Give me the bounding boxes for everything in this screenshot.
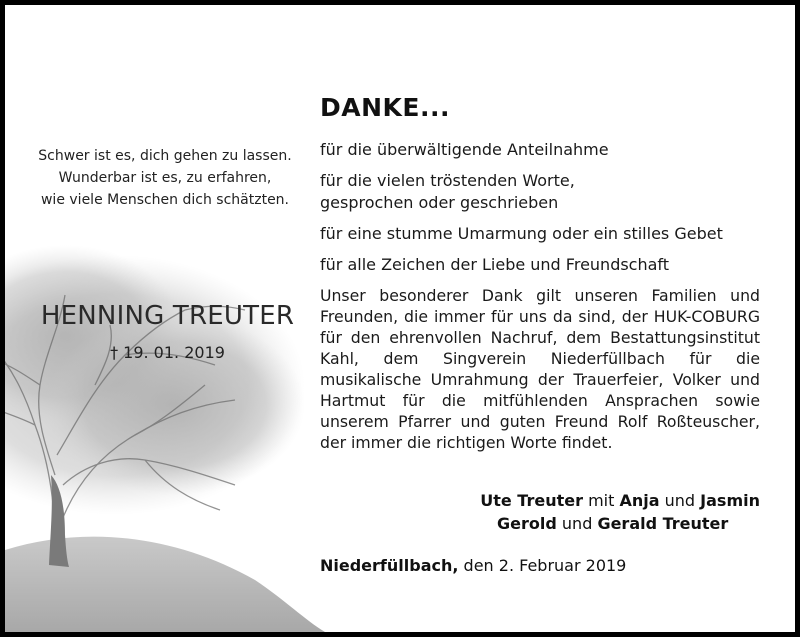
thanks-line-part: für die vielen tröstenden Worte, (320, 171, 575, 190)
signer-name: Anja (619, 491, 660, 510)
connector: und (664, 491, 696, 510)
signer-name: Ute Treuter (480, 491, 583, 510)
signer-name: Gerold (497, 514, 557, 533)
page-title: DANKE... (320, 93, 450, 122)
signature-line (320, 512, 760, 535)
thanks-line: für eine stumme Umarmung oder ein stilles Gebet (320, 224, 723, 243)
signer-name: Jasmin (700, 491, 760, 510)
quote-line: wie viele Menschen dich schätzten. (40, 192, 289, 208)
connector: mit (588, 491, 615, 510)
signature (320, 489, 760, 535)
quote-line: Schwer ist es, dich gehen zu lassen. (38, 148, 292, 164)
signature-line (320, 489, 760, 512)
thanks-line-part: gesprochen oder geschrieben (320, 193, 559, 212)
letter-date: den 2. Februar 2019 (463, 556, 627, 575)
thanks-paragraph: Unser besonderer Dank gilt unseren Familien und Freunden, die immer für uns da sind, der HUK-COBURG für den ehrenvollen Nachruf, dem Bestattungsinstitut Kahl, dem Singverein Niederfüllbach für die musikalische Umrahmung der Trauerfeier, Volker und Hartmut für die mitfühlenden Ansprachen sowie unserem Pfarrer und guten Freund Rolf Roßteuscher, der immer die richtigen Worte findet. (320, 286, 760, 452)
place-date (320, 556, 626, 575)
obituary-card (5, 5, 795, 632)
quote-line: Wunderbar ist es, zu erfahren, (58, 170, 272, 186)
death-date: † 19. 01. 2019 (110, 343, 225, 362)
quote (25, 145, 305, 211)
thanks-section (320, 93, 760, 453)
place-name: Niederfüllbach, (320, 556, 459, 575)
signer-name: Gerald Treuter (597, 514, 729, 533)
thanks-line: für alle Zeichen der Liebe und Freundschaft (320, 255, 670, 274)
deceased-name: HENNING TREUTER (40, 301, 295, 331)
connector: und (561, 514, 593, 533)
thanks-line: für die überwältigende Anteilnahme (320, 140, 609, 159)
thanks-line (320, 170, 760, 214)
